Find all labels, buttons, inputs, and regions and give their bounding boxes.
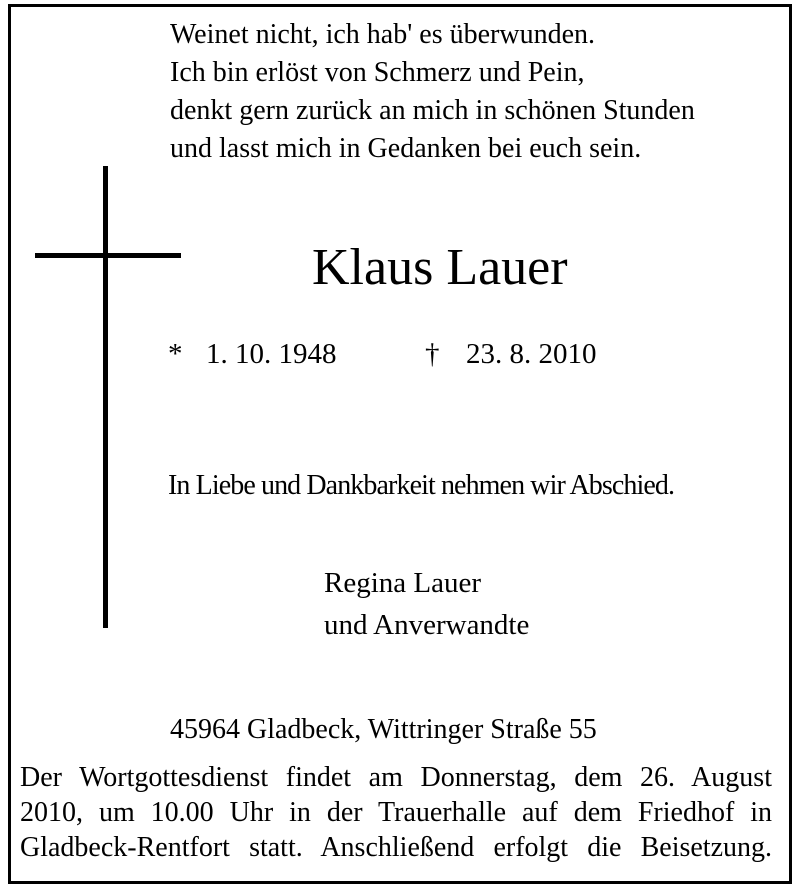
birth-symbol-icon: * xyxy=(168,338,183,370)
family-line: und Anverwandte xyxy=(324,609,530,641)
death-symbol-icon: † xyxy=(425,338,440,370)
service-notice-line: Gladbeck-Rentfort statt. Anschließend erfolgt die Beisetzung. xyxy=(20,832,772,863)
death-date: 23. 8. 2010 xyxy=(466,338,597,370)
family-signature xyxy=(324,562,529,646)
poem-line: Weinet nicht, ich hab' es überwunden. xyxy=(170,19,595,50)
service-notice xyxy=(20,760,772,865)
farewell-text: In Liebe und Dankbarkeit nehmen wir Abschied. xyxy=(168,470,675,501)
family-line: Regina Lauer xyxy=(324,567,482,599)
deceased-name: Klaus Lauer xyxy=(312,239,568,296)
service-notice-line: Der Wortgottesdienst findet am Donnerstag, dem 26. August xyxy=(20,762,772,793)
poem-line: denkt gern zurück an mich in schönen Stunden xyxy=(170,95,695,126)
address: 45964 Gladbeck, Wittringer Straße 55 xyxy=(170,714,597,745)
poem-line: und lasst mich in Gedanken bei euch sein. xyxy=(170,133,642,164)
poem-line: Ich bin erlöst von Schmerz und Pein, xyxy=(170,57,585,88)
cross-horizontal-bar xyxy=(35,253,181,258)
service-notice-line: 2010, um 10.00 Uhr in der Trauerhalle auf dem Friedhof in xyxy=(20,797,772,828)
poem xyxy=(170,16,695,168)
birth-date: 1. 10. 1948 xyxy=(206,338,337,370)
cross-vertical-bar xyxy=(103,166,108,628)
